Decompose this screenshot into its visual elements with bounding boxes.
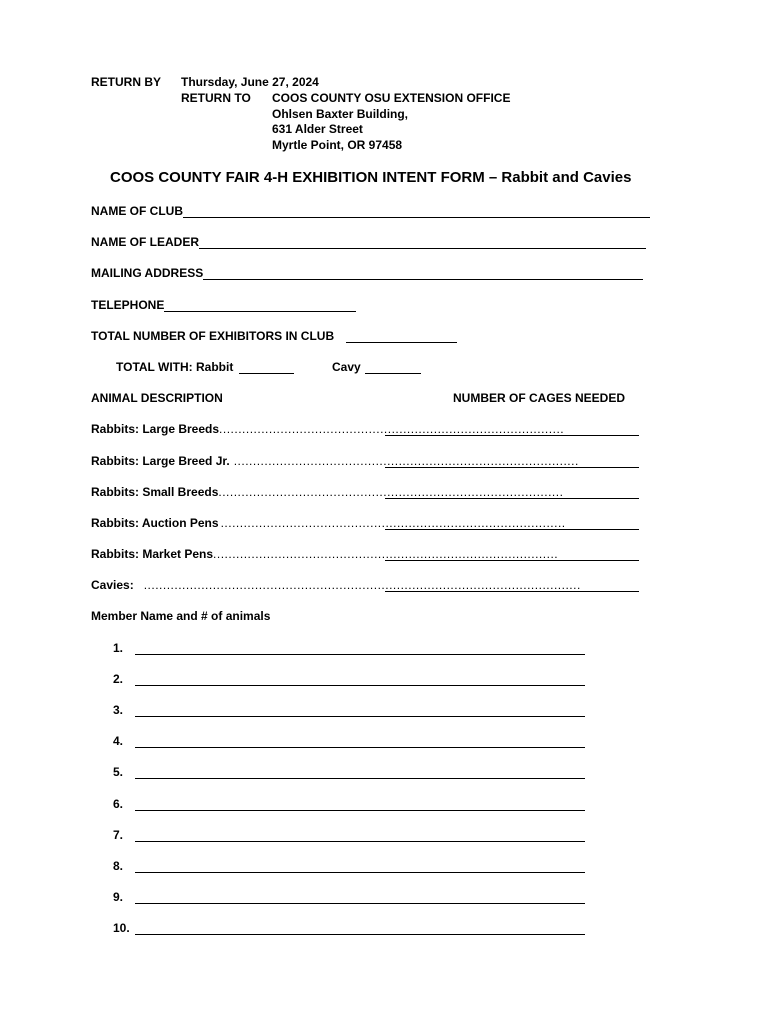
member-number: 7.	[113, 828, 124, 842]
telephone-line[interactable]	[164, 300, 356, 312]
cavy-label: Cavy	[332, 360, 361, 374]
member-row[interactable]	[113, 797, 585, 811]
cages-line[interactable]	[385, 549, 639, 561]
member-row[interactable]	[113, 765, 585, 779]
animal-row[interactable]	[91, 454, 639, 468]
club-line[interactable]	[183, 206, 650, 218]
member-line[interactable]	[135, 705, 585, 717]
total-exhibitors-label: TOTAL NUMBER OF EXHIBITORS IN CLUB	[91, 329, 335, 343]
cages-line[interactable]	[385, 487, 639, 499]
rabbit-count-line[interactable]	[239, 362, 294, 374]
club-field[interactable]	[91, 204, 650, 218]
dot-leader: ..........................................................................................	[233, 454, 579, 468]
leader-field[interactable]	[91, 235, 646, 249]
member-row[interactable]	[113, 890, 585, 904]
address-line-2: Ohlsen Baxter Building,	[272, 107, 409, 121]
member-row[interactable]	[113, 828, 585, 842]
mailing-field[interactable]	[91, 266, 643, 280]
member-number: 9.	[113, 890, 124, 904]
member-number: 2.	[113, 672, 124, 686]
member-number: 4.	[113, 734, 124, 748]
address-line-4: Myrtle Point, OR 97458	[272, 138, 403, 152]
cages-line[interactable]	[385, 424, 639, 436]
total-exhibitors-field[interactable]	[91, 329, 457, 343]
member-number: 10.	[113, 921, 130, 935]
form-title: COOS COUNTY FAIR 4-H EXHIBITION INTENT FORM – Rabbit and Cavies	[110, 169, 632, 186]
member-line[interactable]	[135, 767, 585, 779]
return-by-label: RETURN BY	[91, 75, 162, 89]
cages-line[interactable]	[385, 518, 639, 530]
member-line[interactable]	[135, 892, 585, 904]
member-number: 1.	[113, 641, 124, 655]
animal-row-label: Rabbits: Large Breed Jr.	[91, 454, 230, 468]
member-line[interactable]	[135, 643, 585, 655]
total-with-label: TOTAL WITH: Rabbit	[116, 360, 234, 374]
member-number: 6.	[113, 797, 124, 811]
member-row[interactable]	[113, 641, 585, 655]
cavy-count-line[interactable]	[365, 362, 421, 374]
animal-row[interactable]	[91, 578, 639, 592]
animal-row-label: Rabbits: Large Breeds	[91, 422, 220, 436]
member-row[interactable]	[113, 859, 585, 873]
member-row[interactable]	[113, 734, 585, 748]
animal-row-label: Rabbits: Market Pens	[91, 547, 214, 561]
dot-leader: ..................................................................................................................	[143, 578, 581, 592]
dot-leader: ..........................................................................................	[218, 485, 564, 499]
telephone-label: TELEPHONE	[91, 298, 165, 312]
member-number: 5.	[113, 765, 124, 779]
animal-row-label: Rabbits: Auction Pens	[91, 516, 219, 530]
member-row[interactable]	[113, 921, 585, 935]
cages-needed-heading: NUMBER OF CAGES NEEDED	[453, 391, 626, 405]
member-line[interactable]	[135, 830, 585, 842]
cages-line[interactable]	[385, 456, 639, 468]
telephone-field[interactable]	[91, 298, 356, 312]
mailing-line[interactable]	[203, 268, 643, 280]
dot-leader: ..........................................................................................	[220, 516, 566, 530]
dot-leader: ..........................................................................................	[213, 547, 559, 561]
animal-row-label: Rabbits: Small Breeds	[91, 485, 219, 499]
member-number: 3.	[113, 703, 124, 717]
animal-row[interactable]	[91, 547, 639, 561]
total-with-field[interactable]	[116, 360, 294, 374]
animal-description-heading: ANIMAL DESCRIPTION	[91, 391, 223, 405]
return-to-label: RETURN TO	[181, 91, 251, 105]
address-line-1: COOS COUNTY OSU EXTENSION OFFICE	[272, 91, 511, 105]
member-line[interactable]	[135, 861, 585, 873]
members-heading: Member Name and # of animals	[91, 609, 271, 623]
cages-line[interactable]	[385, 580, 639, 592]
member-number: 8.	[113, 859, 124, 873]
member-line[interactable]	[135, 674, 585, 686]
return-by-date: Thursday, June 27, 2024	[181, 75, 319, 89]
cavy-field[interactable]	[332, 360, 421, 374]
total-exhibitors-line[interactable]	[346, 331, 457, 343]
leader-line[interactable]	[199, 237, 646, 249]
animal-row-label: Cavies:	[91, 578, 134, 592]
leader-label: NAME OF LEADER	[91, 235, 199, 249]
animal-row[interactable]	[91, 422, 639, 436]
mailing-label: MAILING ADDRESS	[91, 266, 204, 280]
member-line[interactable]	[135, 736, 585, 748]
member-row[interactable]	[113, 672, 585, 686]
member-line[interactable]	[135, 923, 585, 935]
animal-row[interactable]	[91, 485, 639, 499]
address-line-3: 631 Alder Street	[272, 122, 363, 136]
club-label: NAME OF CLUB	[91, 204, 183, 218]
member-line[interactable]	[135, 799, 585, 811]
member-row[interactable]	[113, 703, 585, 717]
animal-row[interactable]	[91, 516, 639, 530]
dot-leader: ..........................................................................................	[219, 422, 565, 436]
